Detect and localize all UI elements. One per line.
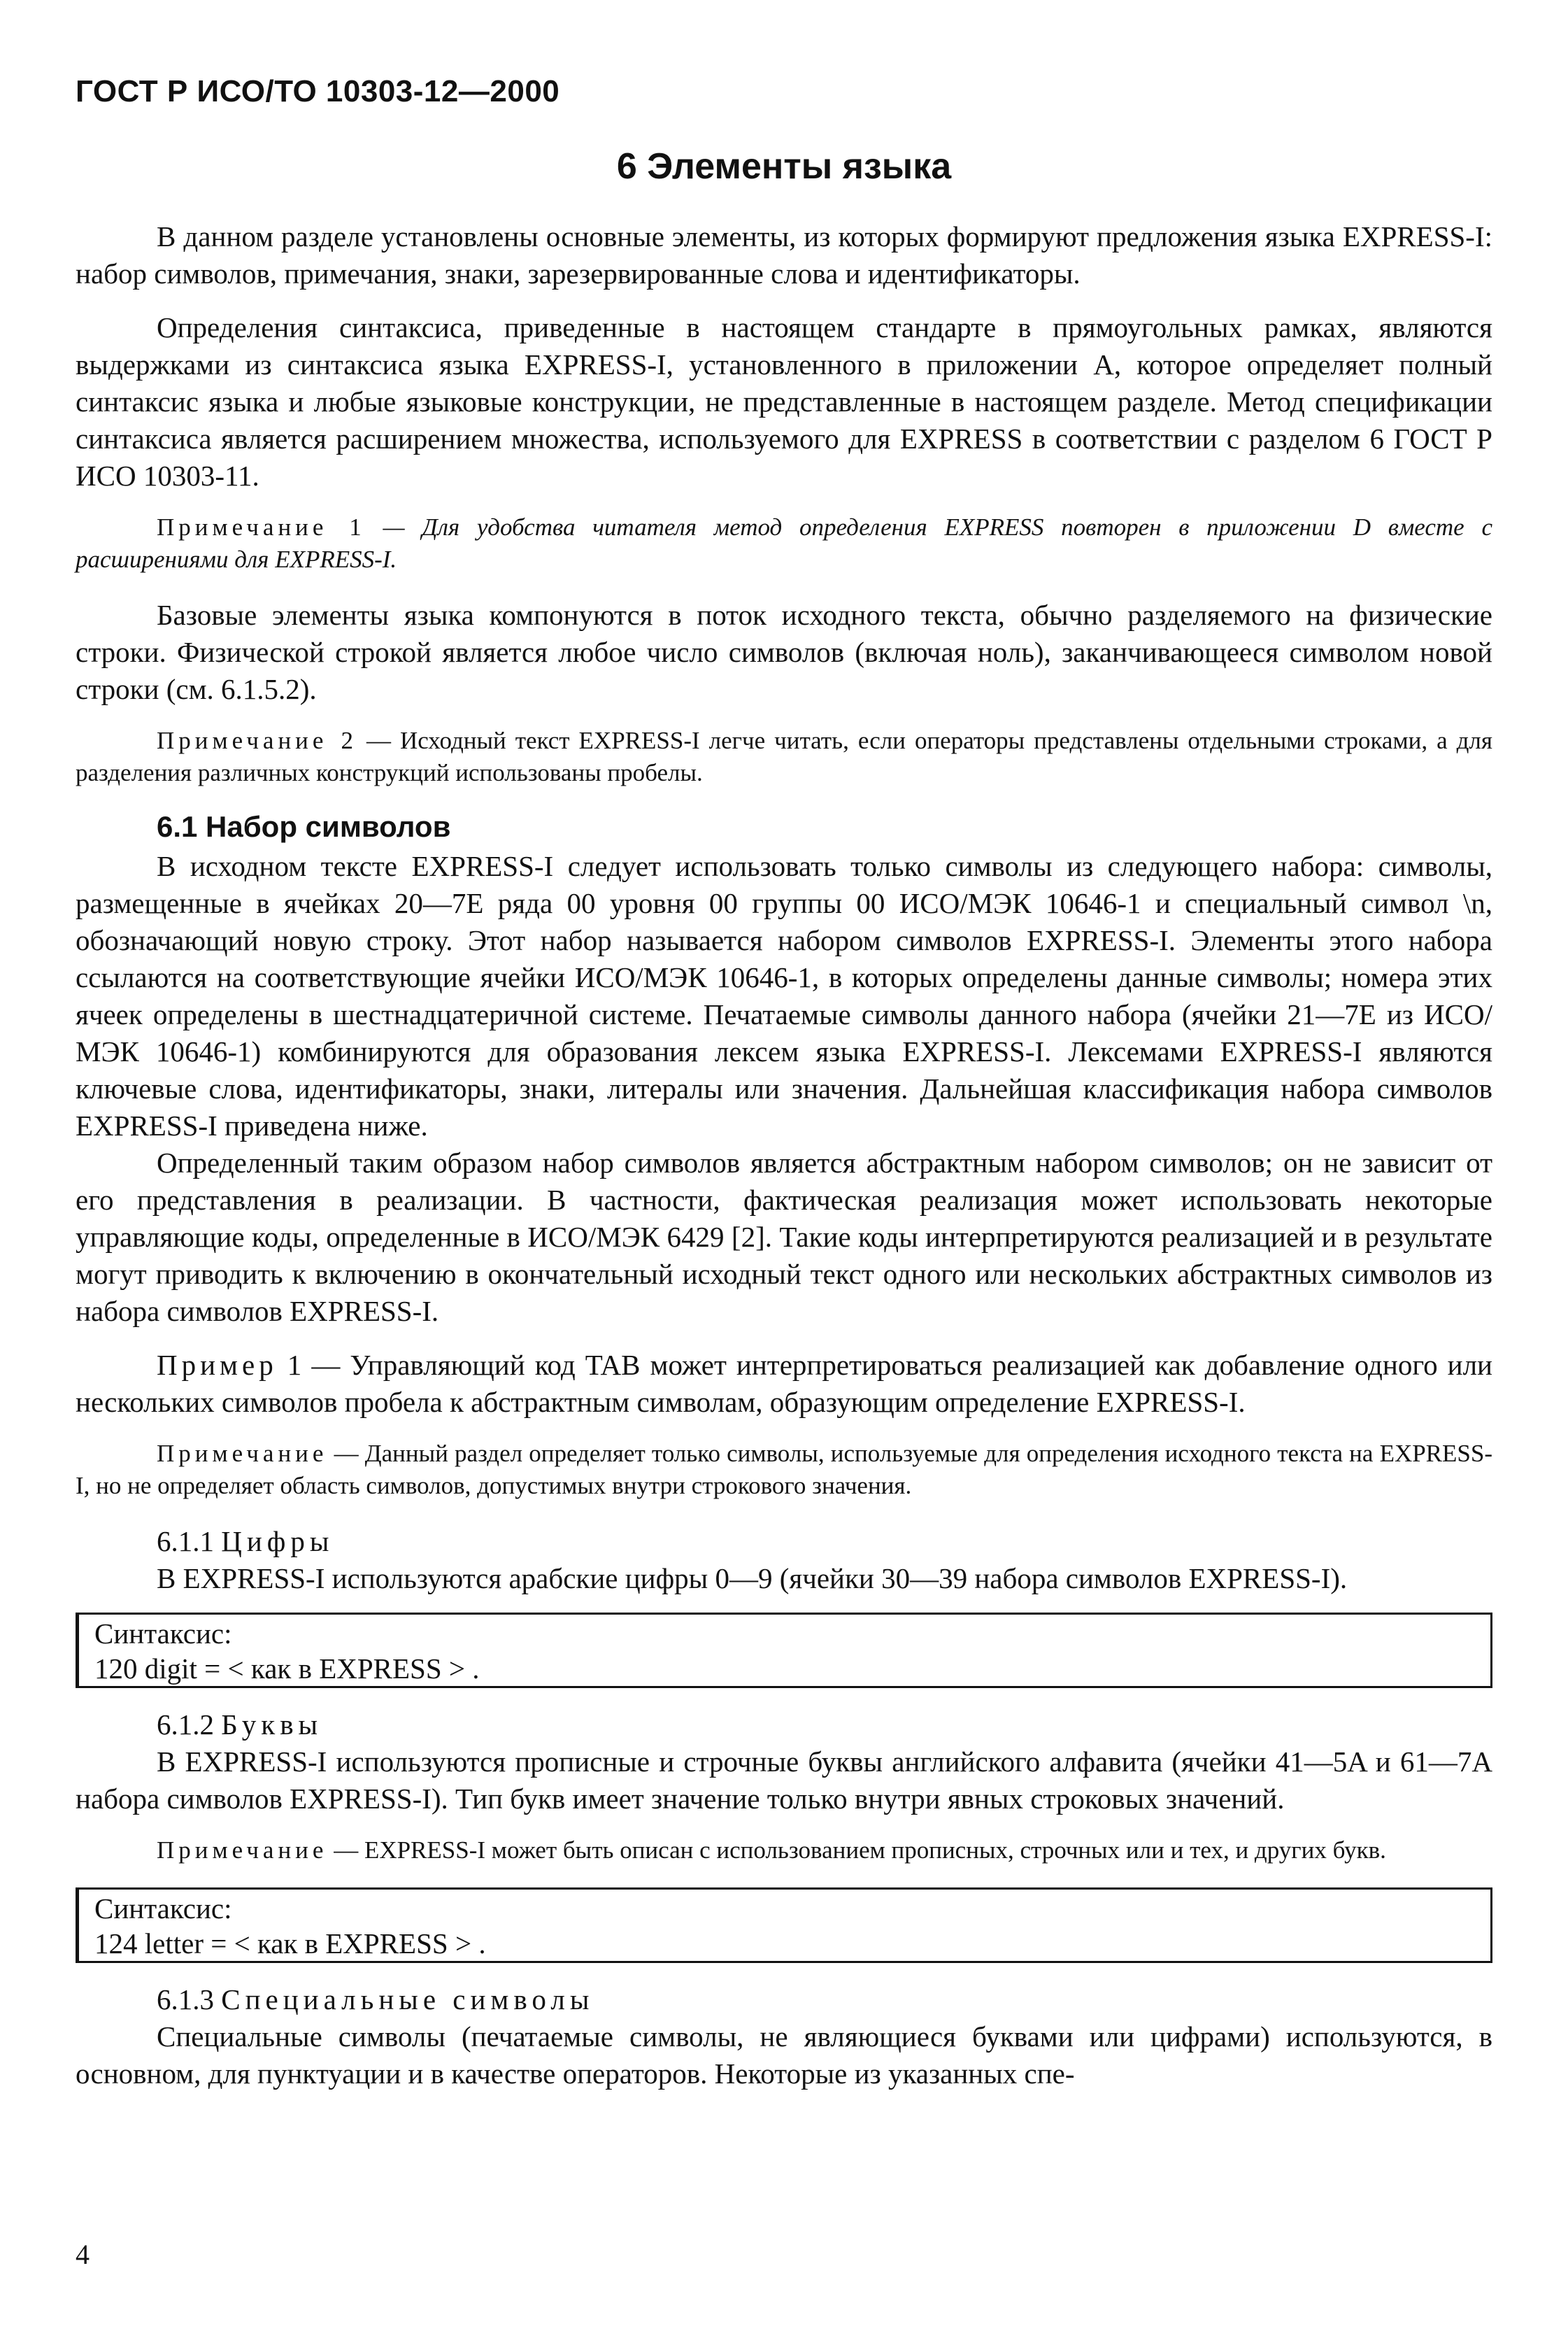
example-1-text: — Управляющий код TAB может интерпретироваться реализацией как добавление одного или нескольких символов пробела к абстрактным символам, образующим определение EXPRESS-I. — [76, 1349, 1493, 1418]
note-2-text: — Исходный текст EXPRESS-I легче читать, если операторы представлены отдельными строками, а для разделения различных конструкций использованы пробелы. — [76, 727, 1492, 786]
section-title: 6 Элементы языка — [616, 146, 952, 187]
subsection-6-1-3-title: Специальные символы — [221, 1983, 594, 2015]
subsection-6-1-title: 6.1 Набор символов — [157, 810, 451, 843]
subsection-6-1-3-paragraph: Специальные символы (печатаемые символы, не являющиеся буквами или цифрами) используются, в основном, для пунктуации и в качестве операторов. Некоторые из указанных спе- — [76, 2020, 1492, 2090]
note-2 — [76, 725, 1492, 789]
subsection-6-1-2-note-text: — EXPRESS-I может быть описан с использованием прописных, строчных или и тех, и других букв. — [327, 1836, 1386, 1864]
note-1-label: Примечание 1 — [157, 513, 366, 541]
subsection-6-1-2-number: 6.1.2 — [157, 1708, 214, 1741]
syntax-box-letter-label: Синтаксис: — [94, 1892, 232, 1925]
subsection-6-1-2-note — [76, 1834, 1492, 1866]
subsection-6-1-3-heading — [76, 1981, 1492, 2018]
example-1-number: 1 — [287, 1349, 302, 1381]
syntax-box-digit — [76, 1613, 1492, 1688]
subsection-6-1-2-note-label: Примечание — [157, 1836, 328, 1864]
note-1-text: — Для удобства читателя метод определения EXPRESS повторен в приложении D вместе с расширениями для EXPRESS-I. — [76, 513, 1492, 573]
document-header: ГОСТ Р ИСО/ТО 10303-12—2000 — [76, 74, 560, 108]
subsection-6-1-3-number: 6.1.3 — [157, 1983, 214, 2015]
syntax-box-digit-label: Синтаксис: — [94, 1617, 232, 1650]
example-1-label: Пример — [157, 1349, 278, 1381]
subsection-6-1-2-paragraph: В EXPRESS-I используются прописные и строчные буквы английского алфавита (ячейки 41—5A и 61—7A набора символов EXPRESS-I). Тип букв имеет значение только внутри явных строковых значений. — [76, 1745, 1492, 1815]
subsection-6-1-paragraph-1: В исходном тексте EXPRESS-I следует использовать только символы из следующего набора: символы, размещенные в ячейках 20—7E ряда 00 уровня 00 группы 00 ИСО/МЭК 10646-1 и специальный символ \n, обозначающий новую строку. Этот набор называется набором символов EXPRESS-I. Элементы этого набора ссылаются на соответствующие ячейки ИСО/МЭК 10646-1, в которых определены данные символы; номера этих ячеек определены в шестнадцатеричной системе. Печатаемые символы данного набора (ячейки 21—7E из ИСО/МЭК 10646-1) комбинируются для образования лексем языка EXPRESS-I. Лексемами EXPRESS-I являются ключевые слова, идентификаторы, знаки, литералы или значения. Дальнейшая классификация набора символов EXPRESS-I приведена ниже. — [76, 850, 1492, 1142]
intro-paragraph-2: Определения синтаксиса, приведенные в настоящем стандарте в прямоугольных рамках, являются выдержками из синтаксиса языка EXPRESS-I, установленного в приложении А, которое определяет полный синтаксис языка и любые языковые конструкции, не представленные в настоящем разделе. Метод спецификации синтаксиса является расширением множества, используемого для EXPRESS в соответствии с разделом 6 ГОСТ Р ИСО 10303-11. — [76, 311, 1492, 492]
subsection-6-1-note-label: Примечание — [157, 1440, 328, 1467]
subsection-6-1-2-heading — [76, 1706, 1492, 1743]
base-elements-paragraph: Базовые элементы языка компонуются в поток исходного текста, обычно разделяемого на физические строки. Физической строкой является любое число символов (включая ноль), заканчивающееся символом новой строки (см. 6.1.5.2). — [76, 599, 1492, 705]
syntax-box-digit-rule: 120 digit = < как в EXPRESS > . — [94, 1652, 480, 1685]
subsection-6-1-2-title: Буквы — [221, 1708, 323, 1741]
syntax-box-letter — [76, 1887, 1492, 1963]
subsection-6-1-1-number: 6.1.1 — [157, 1525, 214, 1557]
intro-paragraph-1: В данном разделе установлены основные элементы, из которых формируют предложения языка EXPRESS-I: набор символов, примечания, знаки, зарезервированные слова и идентификаторы. — [76, 220, 1492, 290]
subsection-6-1-note — [76, 1438, 1492, 1502]
note-2-label: Примечание 2 — [157, 727, 357, 754]
subsection-6-1-1-title: Цифры — [221, 1525, 334, 1557]
note-1 — [76, 511, 1492, 576]
page-number: 4 — [76, 2239, 90, 2270]
subsection-6-1-1-heading — [76, 1523, 1492, 1560]
subsection-6-1-paragraph-2: Определенный таким образом набор символов является абстрактным набором символов; он не зависит от его представления в реализации. В частности, фактическая реализация может использовать некоторые управляющие коды, определенные в ИСО/МЭК 6429 [2]. Такие коды интерпретируются реализацией и в результате могут приводить к включению в окончательный исходный текст одного или нескольких абстрактных символов из набора символов EXPRESS-I. — [76, 1147, 1492, 1327]
subsection-6-1-1-paragraph: В EXPRESS-I используются арабские цифры 0—9 (ячейки 30—39 набора символов EXPRESS-I). — [157, 1562, 1348, 1594]
syntax-box-letter-rule: 124 letter = < как в EXPRESS > . — [94, 1927, 486, 1960]
example-1 — [76, 1347, 1492, 1421]
subsection-6-1-note-text: — Данный раздел определяет только символы, используемые для определения исходного текста на EXPRESS-I, но не определяет область символов, допустимых внутри строкового значения. — [76, 1440, 1492, 1499]
